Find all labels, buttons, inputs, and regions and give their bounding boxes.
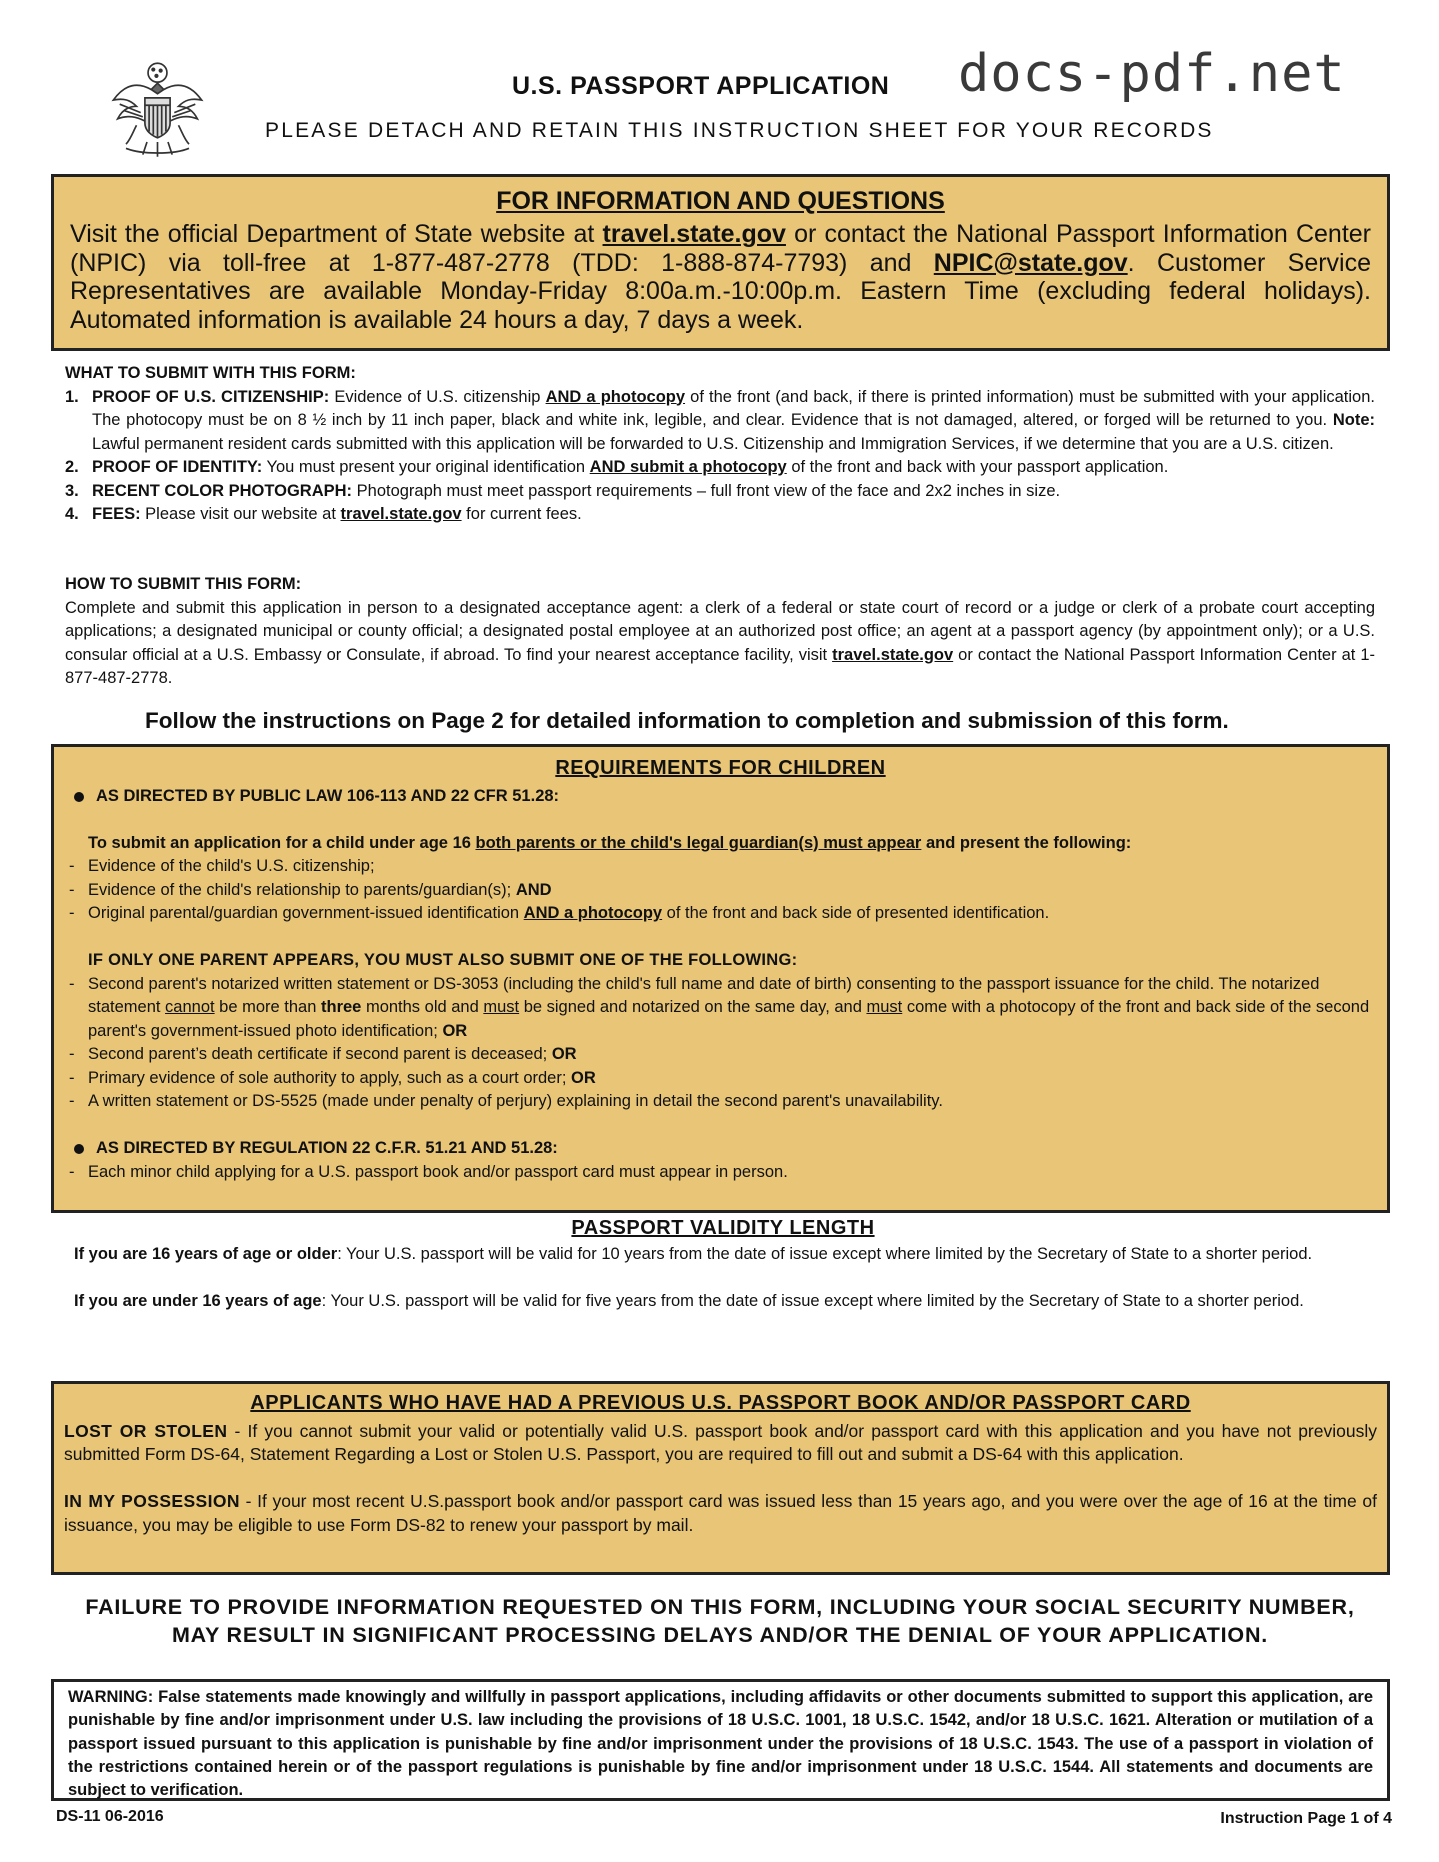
intro-text: To submit an application for a child under age 16: [88, 833, 476, 852]
item-label: FEES:: [92, 505, 141, 523]
item-text: Photograph must meet passport requirements – full front view of the face and 2x2 inches in size.: [352, 481, 1061, 500]
item-emphasis: must: [866, 998, 903, 1016]
validity-minor: [74, 1290, 1388, 1314]
in-possession-paragraph: [64, 1490, 1377, 1537]
item-text: Please visit our website at: [140, 505, 341, 523]
item-text: Second parent's notarized written statement or DS-3053 (including the child's full name and date of birth) consenting to the passport issuance for the child. The notarized statement: [88, 974, 1320, 1016]
item-text: Evidence of U.S. citizenship: [329, 387, 546, 406]
list-item: - Each minor child applying for a U.S. passport book and/or passport card must appear in person.: [68, 1161, 1373, 1185]
lost-stolen-paragraph: [64, 1420, 1377, 1467]
item-text: for current fees.: [461, 505, 582, 523]
validity-adult-text: : Your U.S. passport will be valid for 10 years from the date of issue except where limited by the Secretary of State to a shorter period.: [337, 1244, 1313, 1263]
bullet-public-law: AS DIRECTED BY PUBLIC LAW 106-113 AND 22 CFR 51.28:: [68, 785, 1373, 809]
info-questions-box: [51, 174, 1390, 351]
item-text: come with a photocopy of the front and back side of the second parent's government-issued photo identification;: [88, 998, 1370, 1040]
lost-stolen-label: LOST OR STOLEN: [64, 1420, 228, 1441]
info-box-heading: FOR INFORMATION AND QUESTIONS: [496, 187, 945, 215]
acceptance-facility-link[interactable]: travel.state.gov: [832, 645, 954, 664]
item-label: PROOF OF U.S. CITIZENSHIP:: [92, 387, 330, 406]
list-item: [68, 1043, 1373, 1067]
failure-notice: [45, 1593, 1395, 1649]
previous-passport-box: [51, 1381, 1390, 1575]
item-emphasis: AND a photocopy: [545, 387, 686, 406]
list-item: - A written statement or DS-5525 (made under penalty of perjury) explaining in detail the second parent's unavailability.: [68, 1090, 1373, 1114]
info-text-2: or contact the National Passport Information Center (NPIC) via toll-free at 1-877-487-2778 (TDD: 1-888-874-7793) and: [70, 220, 1372, 277]
in-possession-text: - If your most recent U.S.passport book and/or passport card was issued less than 15 years ago, and you were over the age of 16 at the time of issuance, you may be eligible to use Form DS-82 to renew your passport by mail.: [64, 1491, 1377, 1535]
list-item: - Evidence of the child's U.S. citizenship;: [68, 855, 1373, 879]
item-text: of the front (and back, if there is printed information) must be submitted with your application. The photocopy must be on 8 ½ inch by 11 inch paper, black and white ink, legible, and clear. Evidence that is not damaged, altered, or forged will be returned to you.: [92, 387, 1375, 429]
fees-link[interactable]: travel.state.gov: [340, 505, 462, 523]
item-number: 1.: [65, 387, 79, 406]
children-box-heading: REQUIREMENTS FOR CHILDREN: [555, 757, 886, 779]
failure-line-2: MAY RESULT IN SIGNIFICANT PROCESSING DELAYS AND/OR THE DENIAL OF YOUR APPLICATION.: [171, 1623, 1269, 1647]
how-to-submit-section: [65, 573, 1375, 691]
validity-minor-label: If you are under 16 years of age: [74, 1291, 322, 1310]
great-seal-eagle-icon: [105, 58, 210, 163]
item-or: OR: [551, 1045, 577, 1063]
validity-adult-label: If you are 16 years of age or older: [74, 1244, 338, 1263]
item-label: RECENT COLOR PHOTOGRAPH:: [92, 481, 353, 500]
intro-emphasis: both parents or the child's legal guardian(s) must appear: [475, 833, 922, 852]
how-text-1: Complete and submit this application in person to a designated acceptance agent: a clerk of a federal or state court of record or a judge or clerk of a probate court accepting applications; a designated municipal or county official; a designated postal employee at an authorized post office; an agent at a passport agency (by appointment only); or a U.S. consular official at a U.S. Embassy or Consulate, if abroad. To find your nearest acceptance facility, visit: [65, 598, 1375, 664]
list-item: [65, 456, 1375, 480]
item-number: 4.: [65, 505, 79, 523]
item-or: OR: [442, 1021, 468, 1040]
item-text: Original parental/guardian government-issued identification: [88, 904, 524, 922]
previous-box-heading: APPLICANTS WHO HAVE HAD A PREVIOUS U.S. PASSPORT BOOK AND/OR PASSPORT CARD: [250, 1392, 1191, 1414]
info-text-1: Visit the official Department of State website at: [70, 220, 603, 248]
item-text: Primary evidence of sole authority to apply, such as a court order;: [88, 1068, 572, 1087]
intro-text: and present the following:: [921, 833, 1132, 852]
failure-line-1: FAILURE TO PROVIDE INFORMATION REQUESTED ON THIS FORM, INCLUDING YOUR SOCIAL SECURITY NUMBER,: [85, 1595, 1355, 1619]
info-text-3: . Customer Service Representatives are available Monday-Friday 8:00a.m.-10:00p.m. Eastern Time (excluding federal holidays). Automated information is available 24 hours a day, 7 days a week.: [70, 248, 1372, 334]
item-text: be more than: [214, 998, 321, 1016]
travel-state-gov-link[interactable]: travel.state.gov: [602, 220, 786, 248]
list-item: [65, 503, 1375, 527]
watermark-text: docs-pdf.net: [958, 44, 1346, 104]
how-to-submit-text: [65, 597, 1375, 691]
item-text: Second parent’s death certificate if second parent is deceased;: [88, 1045, 552, 1063]
page-subtitle: PLEASE DETACH AND RETAIN THIS INSTRUCTION SHEET FOR YOUR RECORDS: [265, 119, 1214, 142]
validity-adult: [74, 1243, 1388, 1267]
list-item: [68, 973, 1373, 1044]
item-note-label: Note:: [1332, 411, 1375, 429]
item-text: You must present your original identification: [262, 458, 590, 476]
children-intro: [68, 832, 1373, 856]
item-emphasis: cannot: [165, 998, 215, 1016]
bullet-regulation: AS DIRECTED BY REGULATION 22 C.F.R. 51.21 AND 51.28:: [68, 1137, 1373, 1161]
page-number: Instruction Page 1 of 4: [1220, 1810, 1392, 1827]
what-to-submit-section: [65, 362, 1375, 527]
in-possession-label: IN MY POSSESSION: [64, 1491, 240, 1511]
item-text: Evidence of the child's relationship to parents/guardian(s);: [88, 880, 516, 899]
list-item: [68, 1067, 1373, 1091]
follow-instructions-text: Follow the instructions on Page 2 for detailed information to completion and submission of this form.: [145, 708, 1229, 733]
list-item: [68, 902, 1373, 926]
passport-validity-section: [58, 1217, 1388, 1313]
one-parent-heading: IF ONLY ONE PARENT APPEARS, YOU MUST ALSO SUBMIT ONE OF THE FOLLOWING:: [88, 951, 798, 969]
info-box-text: [70, 220, 1371, 334]
item-number: 3.: [65, 481, 79, 500]
requirements-children-box: [51, 744, 1390, 1213]
item-text: months old and: [361, 998, 484, 1016]
item-number: 2.: [65, 458, 79, 476]
item-emphasis: must: [483, 998, 520, 1016]
page-title: U.S. PASSPORT APPLICATION: [512, 72, 890, 100]
npic-email-link[interactable]: NPIC@state.gov: [933, 248, 1128, 277]
list-item: [65, 480, 1375, 504]
item-bold: three: [321, 998, 362, 1016]
form-id: DS-11 06-2016: [56, 1808, 164, 1825]
lost-stolen-text: - If you cannot submit your valid or potentially valid U.S. passport book and/or passport card with this application and you have not previously submitted Form DS-64, Statement Regarding a Lost or Stolen U.S. Passport, you are required to fill out and submit a DS-64 with this application.: [64, 1420, 1377, 1464]
item-text: of the front and back side of presented identification.: [662, 904, 1050, 922]
validity-heading: PASSPORT VALIDITY LENGTH: [571, 1217, 875, 1239]
item-emphasis: AND a photocopy: [523, 904, 663, 922]
warning-text: WARNING: False statements made knowingly and willfully in passport applications, including affidavits or other documents submitted to support this application, are punishable by fine and/or imprisonment under U.S. law including the provisions of 18 U.S.C. 1001, 18 U.S.C. 1542, and/or 18 U.S.C. 1621. Alteration or mutilation of a passport issued pursuant to this application is punishable by fine and/or imprisonment under the provisions of 18 U.S.C. 1543. The use of a passport in violation of the restrictions contained herein or of the passport regulations is punishable by fine and/or imprisonment under 18 U.S.C. 1544. All statements and documents are subject to verification.: [68, 1688, 1373, 1800]
list-item: [65, 386, 1375, 457]
item-text: of the front and back with your passport application.: [786, 458, 1169, 476]
how-text-2: or contact the National Passport Information Center at 1-877-487-2778.: [65, 645, 1375, 687]
warning-box: [51, 1679, 1390, 1801]
what-to-submit-heading: WHAT TO SUBMIT WITH THIS FORM:: [65, 364, 356, 382]
item-label: PROOF OF IDENTITY:: [92, 458, 263, 476]
item-or: OR: [571, 1068, 596, 1087]
item-text: Lawful permanent resident cards submitted with this application will be forwarded to U.S. Citizenship and Immigration Services, if we determine that you are a U.S. citizen.: [92, 434, 1334, 453]
item-text: be signed and notarized on the same day, and: [519, 998, 867, 1016]
how-to-submit-heading: HOW TO SUBMIT THIS FORM:: [65, 575, 302, 593]
submit-items-list: [65, 386, 1375, 527]
validity-minor-text: : Your U.S. passport will be valid for five years from the date of issue except where limited by the Secretary of State to a shorter period.: [321, 1291, 1304, 1310]
item-emphasis: AND submit a photocopy: [589, 458, 787, 476]
list-item: [68, 879, 1373, 903]
item-and: AND: [515, 880, 552, 899]
